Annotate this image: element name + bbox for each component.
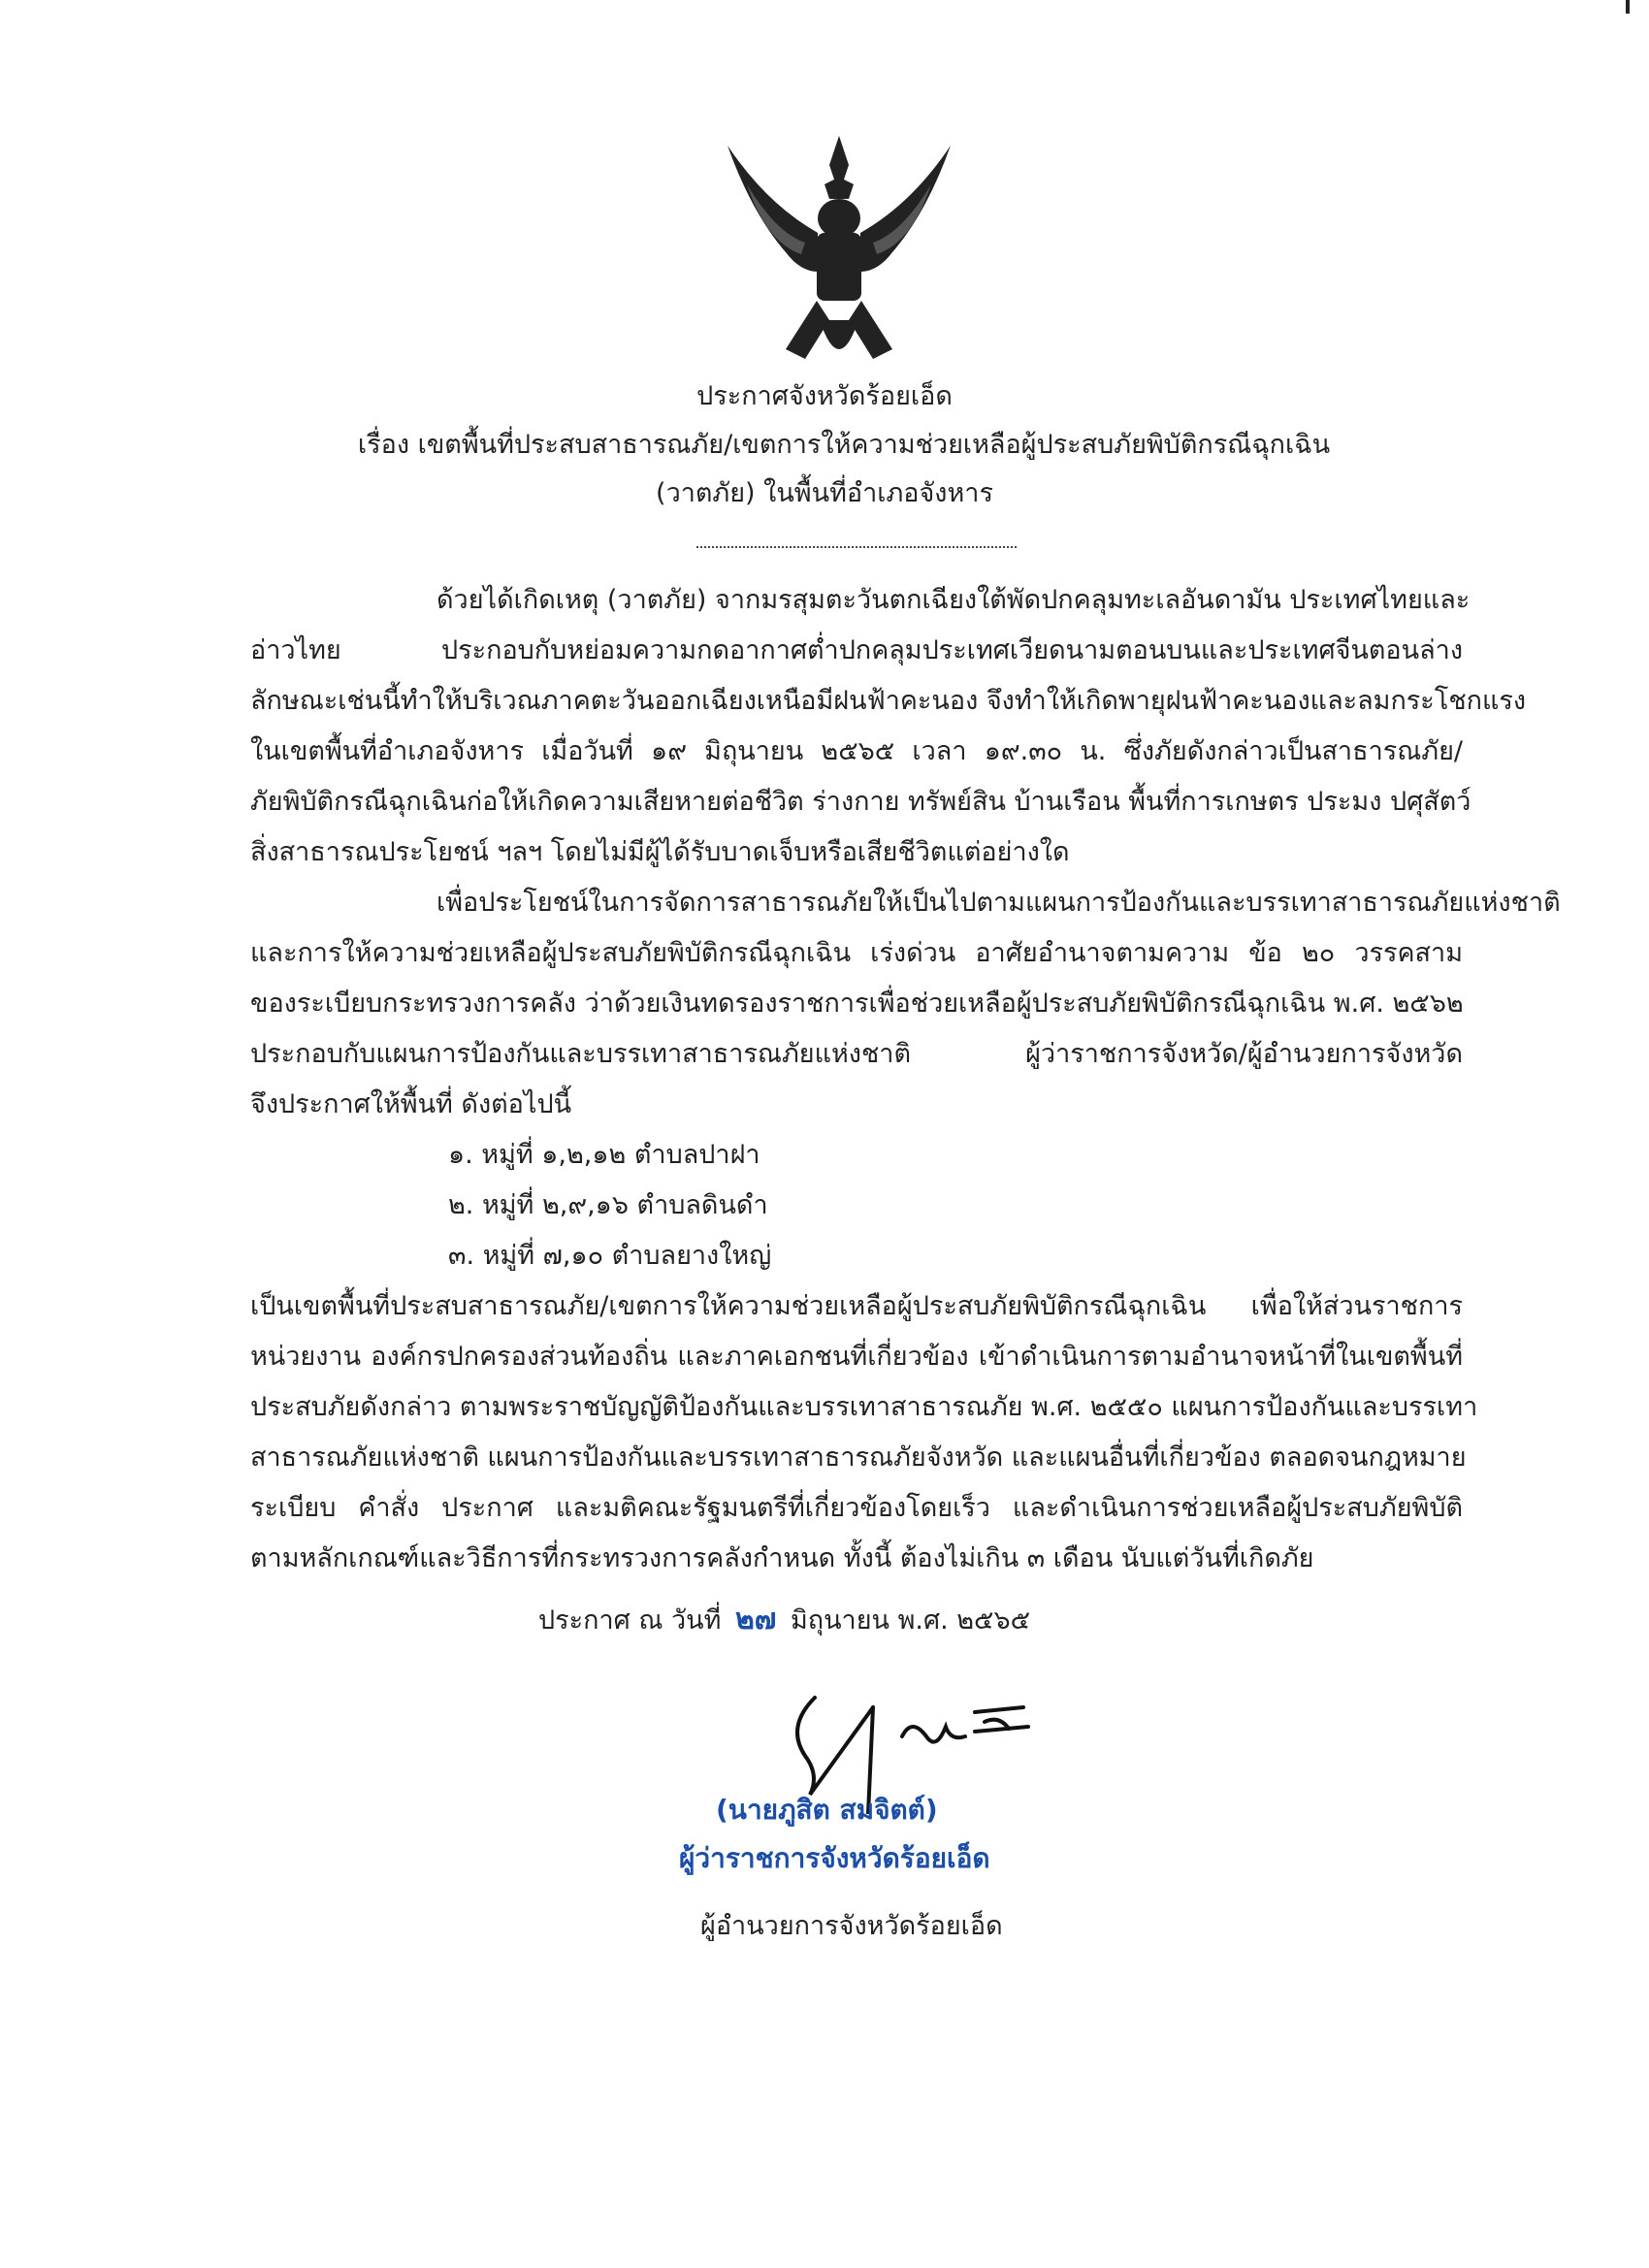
paragraph-3-line: หน่วยงาน องค์กรปกครองส่วนท้องถิ่น และภาคเอกชนที่เกี่ยวข้อง เข้าดำเนินการตามอำนาจหน้าที่ในเขตพื้นที่	[250, 1342, 1463, 1372]
subject-line-continued: (วาตภัย) ในพื้นที่อำเภอจังหาร	[656, 478, 993, 508]
paragraph-2-line: เพื่อประโยชน์ในการจัดการสาธารณภัยให้เป็นไปตามแผนการป้องกันและบรรเทาสาธารณภัยแห่งชาติ	[436, 888, 1561, 918]
edge-mark	[1626, 0, 1630, 14]
paragraph-3-line: เป็นเขตพื้นที่ประสบสาธารณภัย/เขตการให้ความช่วยเหลือผู้ประสบภัยพิบัติกรณีฉุกเฉิน เพื่อให้ส่วนราชการ	[250, 1291, 1463, 1321]
date-suffix: มิถุนายน พ.ศ. ๒๕๖๕	[790, 1605, 1031, 1636]
paragraph-2-line: จึงประกาศให้พื้นที่ ดังต่อไปนี้	[250, 1089, 572, 1119]
paragraph-1-line: ภัยพิบัติกรณีฉุกเฉินก่อให้เกิดความเสียหายต่อชีวิต ร่างกาย ทรัพย์สิน บ้านเรือน พื้นที่การเกษตร ประมง ปศุสัตว์	[250, 787, 1471, 817]
garuda-emblem-icon	[708, 126, 970, 388]
paragraph-1-line: อ่าวไทย ประกอบกับหย่อมความกดอากาศต่ำปกคลุมประเทศเวียดนามตอนบนและประเทศจีนตอนล่าง	[250, 635, 1463, 665]
paragraph-3-line: ตามหลักเกณฑ์และวิธีการที่กระทรวงการคลังกำหนด ทั้งนี้ ต้องไม่เกิน ๓ เดือน นับแต่วันที่เกิดภัย	[250, 1543, 1314, 1573]
paragraph-3-line: ประสบภัยดังกล่าว ตามพระราชบัญญัติป้องกันและบรรเทาสาธารณภัย พ.ศ. ๒๕๕๐ แผนการป้องกันและบรรเทา	[250, 1392, 1478, 1422]
area-list-item: ๒. หมู่ที่ ๒,๙,๑๖ ตำบลดินดำ	[448, 1190, 768, 1220]
paragraph-2-line: และการให้ความช่วยเหลือผู้ประสบภัยพิบัติกรณีฉุกเฉิน เร่งด่วน อาศัยอำนาจตามความ ข้อ ๒๐ วรรคสาม	[250, 938, 1463, 968]
signatory-role: ผู้อำนวยการจังหวัดร้อยเอ็ด	[700, 1911, 1003, 1941]
dotted-separator	[696, 546, 1017, 548]
paragraph-2-line: ประกอบกับแผนการป้องกันและบรรเทาสาธารณภัยแห่งชาติ ผู้ว่าราชการจังหวัด/ผู้อำนวยการจังหวัด	[250, 1039, 1463, 1069]
area-list-item: ๓. หมู่ที่ ๗,๑๐ ตำบลยางใหญ่	[448, 1241, 772, 1271]
paragraph-1-line: ด้วยได้เกิดเหตุ (วาตภัย) จากมรสุมตะวันตกเฉียงใต้พัดปกคลุมทะเลอันดามัน ประเทศไทยและ	[436, 585, 1471, 615]
document-heading: ประกาศจังหวัดร้อยเอ็ด	[696, 381, 953, 411]
paragraph-1-line: ลักษณะเช่นนี้ทำให้บริเวณภาคตะวันออกเฉียงเหนือมีฝนฟ้าคะนอง จึงทำให้เกิดพายุฝนฟ้าคะนองและลมกระโชกแรง	[250, 686, 1527, 716]
date-day: ๒๗	[735, 1603, 777, 1636]
paragraph-3-line: ระเบียบ คำสั่ง ประกาศ และมติคณะรัฐมนตรีที่เกี่ยวข้องโดยเร็ว และดำเนินการช่วยเหลือผู้ประสบภัยพิบัติ	[250, 1493, 1463, 1523]
paragraph-1-line: ในเขตพื้นที่อำเภอจังหาร เมื่อวันที่ ๑๙ มิถุนายน ๒๕๖๕ เวลา ๑๙.๓๐ น. ซึ่งภัยดังกล่าวเป็นสาธารณภัย/	[250, 736, 1463, 766]
paragraph-1-line: สิ่งสาธารณประโยชน์ ฯลฯ โดยไม่มีผู้ได้รับบาดเจ็บหรือเสียชีวิตแต่อย่างใด	[250, 837, 1070, 867]
subject-line: เรื่อง เขตพื้นที่ประสบสาธารณภัย/เขตการให้ความช่วยเหลือผู้ประสบภัยพิบัติกรณีฉุกเฉิน	[357, 430, 1331, 460]
paragraph-3-line: สาธารณภัยแห่งชาติ แผนการป้องกันและบรรเทาสาธารณภัยจังหวัด และแผนอื่นที่เกี่ยวข้อง ตลอดจนกฎหมาย	[250, 1442, 1467, 1473]
announcement-date	[538, 1605, 1030, 1635]
area-list-item: ๑. หมู่ที่ ๑,๒,๑๒ ตำบลปาฝา	[448, 1140, 760, 1170]
signatory-name: (นายภูสิต สมจิตต์)	[716, 1794, 938, 1826]
handwritten-signature	[766, 1669, 1057, 1814]
date-prefix: ประกาศ ณ วันที่	[538, 1605, 722, 1636]
signatory-position: ผู้ว่าราชการจังหวัดร้อยเอ็ด	[679, 1842, 990, 1874]
paragraph-2-line: ของระเบียบกระทรวงการคลัง ว่าด้วยเงินทดรองราชการเพื่อช่วยเหลือผู้ประสบภัยพิบัติกรณีฉุกเฉิน พ.ศ. ๒๕๖๒	[250, 988, 1464, 1019]
